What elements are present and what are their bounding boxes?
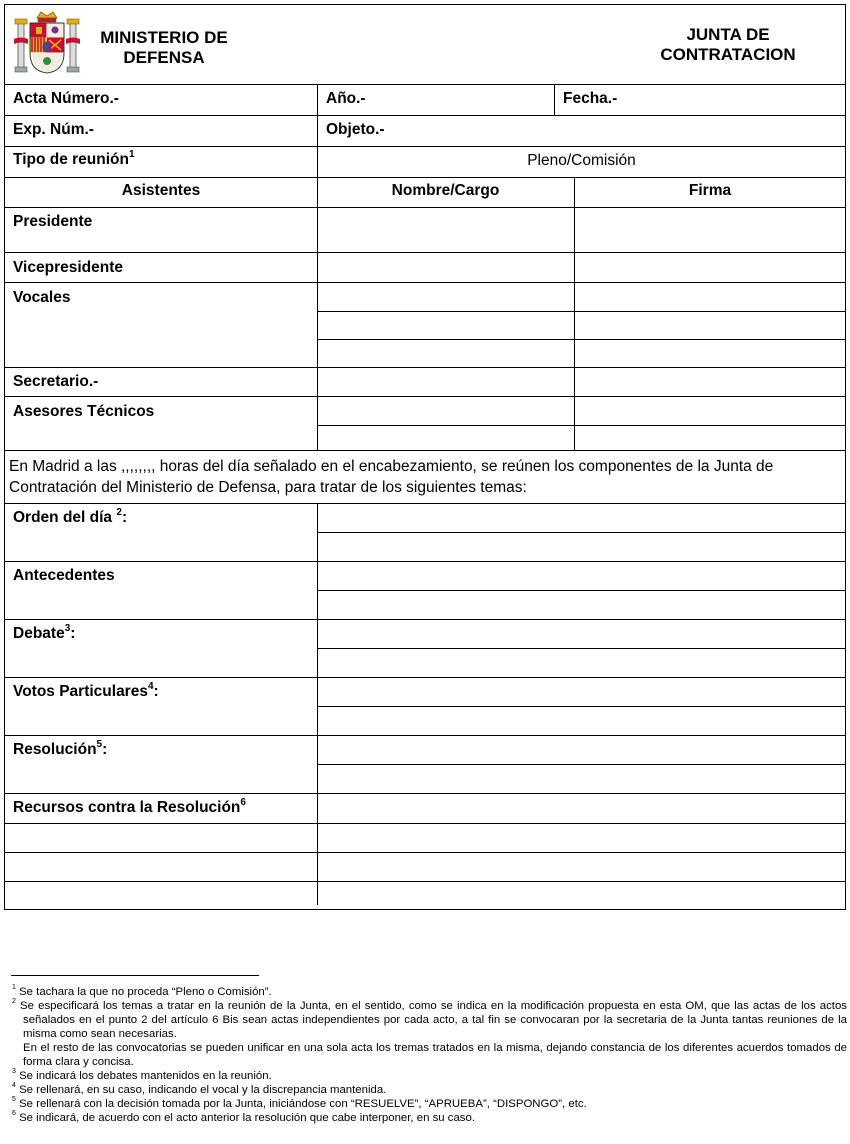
colon: : bbox=[70, 625, 76, 642]
footnote-2b: En el resto de las convocatorias se pueden unificar en una sola acta los tremas tratados en la misma, dejando constancia de los diferentes acuerdos tomados de forma clara y concisa. bbox=[23, 1042, 847, 1068]
col-firma: Firma bbox=[688, 182, 732, 199]
antecedentes-label: Antecedentes bbox=[13, 567, 115, 584]
rule bbox=[5, 146, 845, 147]
debate-label bbox=[13, 622, 76, 643]
rule bbox=[5, 852, 845, 853]
footnote-text: Se indicará los debates mantenidos en la reunión. bbox=[19, 1070, 272, 1082]
rule bbox=[317, 425, 845, 426]
rule bbox=[317, 311, 845, 312]
footnote-text: Se tachara la que no proceda “Pleno o Comisión”. bbox=[19, 986, 272, 998]
rule bbox=[317, 706, 845, 707]
ministry-line-2: DEFENSA bbox=[123, 48, 205, 67]
votos-label bbox=[13, 680, 159, 701]
rule bbox=[5, 735, 845, 736]
votos-text: Votos Particulares bbox=[13, 683, 148, 700]
rule bbox=[317, 532, 845, 533]
footnote-text: Se rellenará con la decisión tomada por la Junta, iniciándose con “RESUELVE”, “APRUEBA”, “DISPONGO”, etc. bbox=[19, 1098, 587, 1110]
colon: : bbox=[102, 741, 108, 758]
rule bbox=[5, 881, 845, 882]
footnote-6 bbox=[12, 1111, 847, 1125]
debate-text: Debate bbox=[13, 625, 65, 642]
recursos-label bbox=[13, 796, 246, 817]
footnote-separator bbox=[11, 975, 259, 976]
footnote-number: 1 bbox=[12, 984, 16, 992]
rule bbox=[5, 252, 845, 253]
footnote-ref: 6 bbox=[240, 796, 246, 808]
rule bbox=[317, 177, 318, 450]
resolucion-label bbox=[13, 738, 108, 759]
footnotes bbox=[12, 985, 847, 1125]
footnote-text: Se rellenará, en su caso, indicando el vocal y la discrepancia mantenida. bbox=[19, 1084, 387, 1096]
footnote-5 bbox=[12, 1097, 847, 1111]
rule bbox=[5, 503, 845, 504]
presidente-label: Presidente bbox=[13, 213, 93, 230]
footnote-1 bbox=[12, 985, 847, 999]
rule bbox=[317, 764, 845, 765]
intro-paragraph: En Madrid a las ,,,,,,,, horas del día señalado en el encabezamiento, se reúnen los componentes de la Junta de Contratación del Ministerio de Defensa, para tratar de los siguientes temas: bbox=[9, 458, 774, 496]
rule bbox=[5, 115, 845, 116]
ministry-title bbox=[80, 28, 248, 68]
footnote-number: 5 bbox=[12, 1096, 16, 1104]
footnote-2 bbox=[12, 999, 847, 1041]
rule bbox=[5, 207, 845, 208]
rule bbox=[5, 84, 845, 85]
rule bbox=[5, 282, 845, 283]
rule bbox=[5, 177, 845, 178]
footnote-ref: 5 bbox=[96, 738, 103, 750]
footnote-number: 3 bbox=[12, 1068, 16, 1076]
rule bbox=[5, 619, 845, 620]
rule bbox=[5, 450, 845, 451]
rule bbox=[5, 823, 845, 824]
vocales-label: Vocales bbox=[13, 289, 71, 306]
junta-line-1: JUNTA DE bbox=[686, 25, 770, 44]
rule bbox=[317, 648, 845, 649]
footnote-ref: 1 bbox=[128, 148, 135, 160]
pleno-comision-value: Pleno/Comisión bbox=[527, 152, 636, 169]
tipo-reunion-label bbox=[13, 148, 135, 169]
footnote-ref: 4 bbox=[147, 680, 154, 692]
resolucion-text: Resolución bbox=[13, 741, 97, 758]
rule bbox=[317, 503, 318, 905]
secretario-label: Secretario.- bbox=[13, 373, 99, 390]
col-nombre-cargo: Nombre/Cargo bbox=[391, 182, 500, 199]
colon: : bbox=[153, 683, 159, 700]
rule bbox=[5, 793, 845, 794]
exp-num-label: Exp. Núm.- bbox=[13, 121, 94, 138]
footnote-text: Se indicará, de acuerdo con el acto anterior la resolución que cabe interponer, en su caso. bbox=[19, 1112, 475, 1124]
footnote-number: 2 bbox=[12, 998, 16, 1006]
orden-del-dia-label bbox=[13, 506, 128, 527]
recursos-text: Recursos contra la Resolución bbox=[13, 799, 241, 816]
footnote-ref: 2 bbox=[116, 506, 122, 518]
footnote-number: 6 bbox=[12, 1110, 16, 1118]
col-asistentes: Asistentes bbox=[121, 182, 201, 199]
footnote-text: Se especificará los temas a tratar en la reunión de la Junta, en el sentido, como se indica en la modificación propuesta en esta OM, que las actas de los actos señalados en el punto 2 del artículo 6 Bis sean actas independientes por cada acto, a tal fin se convocaran por la secretaria de la Junta tantas reuniones de la misma como sean necesarias. bbox=[20, 1000, 847, 1040]
rule bbox=[5, 367, 845, 368]
acta-numero-label: Acta Número.- bbox=[13, 90, 119, 107]
rule bbox=[5, 396, 845, 397]
orden-text: Orden del día bbox=[13, 509, 113, 526]
footnote-3 bbox=[12, 1069, 847, 1083]
footnote-ref: 3 bbox=[64, 622, 71, 634]
rule bbox=[5, 561, 845, 562]
junta-line-2: CONTRATACION bbox=[660, 45, 796, 64]
rule bbox=[554, 84, 555, 115]
spain-coat-of-arms-icon bbox=[12, 9, 82, 77]
rule bbox=[317, 590, 845, 591]
rule bbox=[317, 339, 845, 340]
asesores-label: Asesores Técnicos bbox=[13, 403, 155, 420]
rule bbox=[5, 677, 845, 678]
anio-label: Año.- bbox=[326, 90, 366, 107]
tipo-reunion-text: Tipo de reunión bbox=[13, 151, 129, 168]
rule bbox=[574, 177, 575, 450]
objeto-label: Objeto.- bbox=[326, 121, 385, 138]
junta-title bbox=[640, 25, 816, 65]
footnote-4 bbox=[12, 1083, 847, 1097]
ministry-line-1: MINISTERIO DE bbox=[100, 28, 228, 47]
footnote-number: 4 bbox=[12, 1082, 16, 1090]
fecha-label: Fecha.- bbox=[563, 90, 618, 107]
colon: : bbox=[121, 509, 128, 526]
vicepresidente-label: Vicepresidente bbox=[13, 259, 123, 276]
